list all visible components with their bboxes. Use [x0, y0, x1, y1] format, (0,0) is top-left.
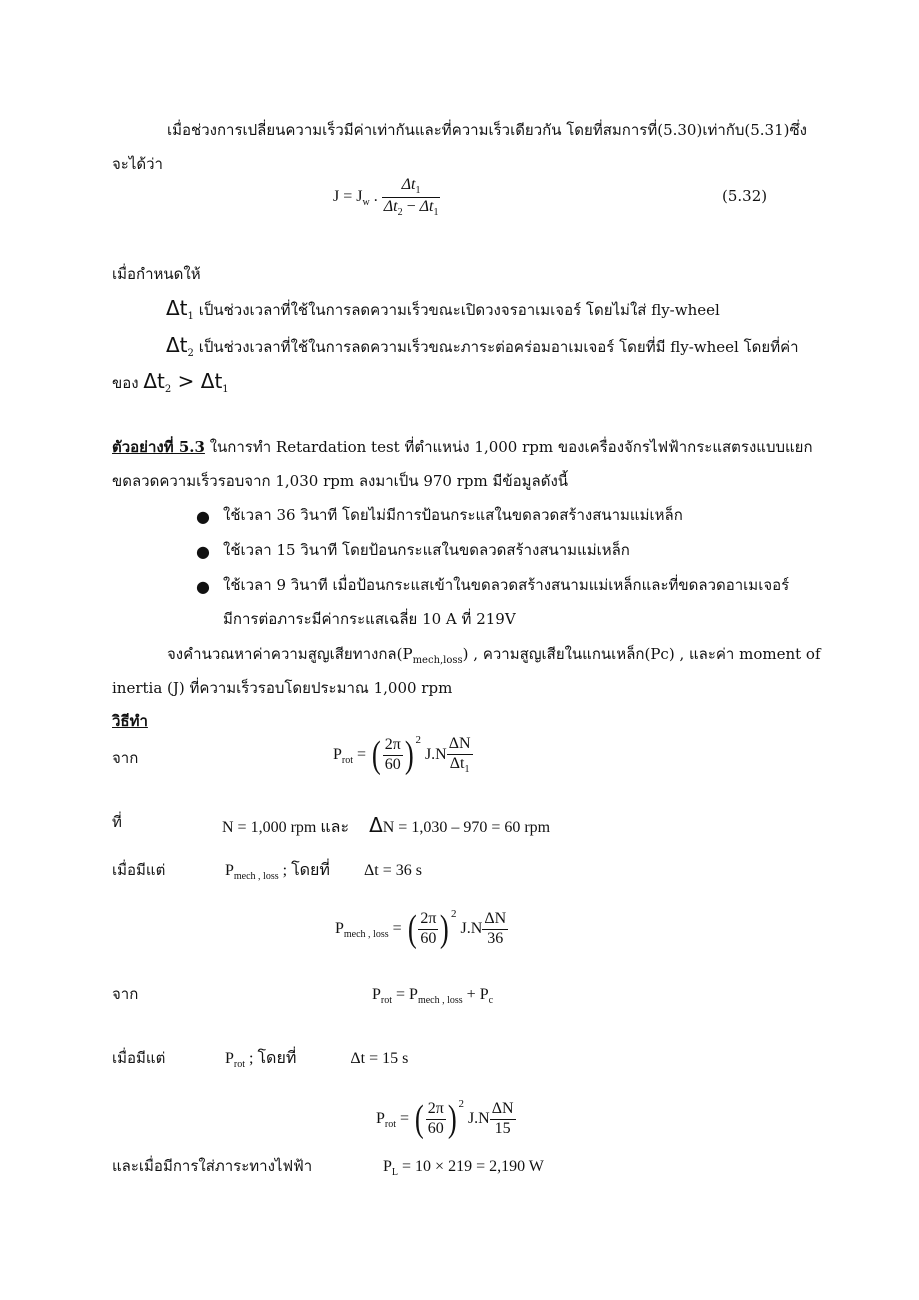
- bullet-item-3-cont: มีการต่อภาระมีค่ากระแสเฉลี่ย 10 A ที่ 219V: [223, 610, 516, 628]
- from-label-1: จาก: [112, 749, 139, 767]
- example-line-2: ขดลวดความเร็วรอบจาก 1,030 rpm ลงมาเป็น 970 rpm มีข้อมูลดังนี้: [112, 472, 569, 490]
- bullet-dot: ●: [196, 507, 210, 526]
- example-title: ตัวอย่างที่ 5.3: [112, 438, 205, 456]
- formula-prot-sum: $P_{rot} = P_{mech , loss} + P_c$: [372, 986, 494, 1007]
- solution-heading: วิธีทำ: [112, 712, 148, 730]
- where-values: N = 1,000 rpm และ ΔN = 1,030 – 970 = 60 rpm: [222, 813, 551, 837]
- definition-2: $\Delta t_2$ เป็นช่วงเวลาที่ใช้ในการลดความเร็วขณะภาระต่อคร่อมอาเมเจอร์ โดยที่มี fly-wheel โดยที่ค่า: [166, 333, 799, 359]
- example-line-1: ตัวอย่างที่ 5.3 ในการทำ Retardation test ที่ตำแหน่ง 1,000 rpm ของเครื่องจักรไฟฟ้ากระแสตรงแบบแยก: [112, 438, 813, 456]
- equation-5-32: $J = J_w$ . $\frac{\Delta t_1}{\Delta t_2 - \Delta t_1}$: [333, 176, 439, 218]
- bullet-item-1: ใช้เวลา 36 วินาที โดยไม่มีการป้อนกระแสในขดลวดสร้างสนามแม่เหล็ก: [223, 506, 683, 524]
- bullet-dot: ●: [196, 577, 210, 596]
- intro-line-1: เมื่อช่วงการเปลี่ยนความเร็วมีค่าเท่ากันและที่ความเร็วเดียวกัน โดยที่สมการที่(5.30)เท่ากับ(5.31)ซึ่ง: [167, 121, 807, 139]
- bullet-dot: ●: [196, 542, 210, 561]
- task-line-2: inertia (J) ที่ความเร็วรอบโดยประมาณ 1,000 rpm: [112, 679, 453, 697]
- from-label-2: จาก: [112, 985, 139, 1003]
- bullet-item-2: ใช้เวลา 15 วินาที โดยป้อนกระแสในขดลวดสร้างสนามแม่เหล็ก: [223, 541, 630, 559]
- where-label: ที่: [112, 813, 122, 831]
- load-equation: $P_L = 10 \times 219 = 2,190$ W: [383, 1158, 544, 1179]
- formula-prot-general: $P_{rot}$ = ( $\frac{2\pi}{60}$ ) $^2$ J.N $\frac{\Delta N}{\Delta t_1}$: [333, 734, 471, 777]
- definition-1: $\Delta t_1$ เป็นช่วงเวลาที่ใช้ในการลดความเร็วขณะเปิดวงจรอาเมเจอร์ โดยไม่ใส่ fly-wheel: [166, 296, 720, 322]
- formula-pmech: $P_{mech , loss}$ = ( $\frac{2\pi}{60}$ ) $^2$ J.N $\frac{\Delta N}{36}$: [335, 908, 507, 951]
- only-condition-2: $P_{rot}$ ; โดยที่ Δt = 15 s: [225, 1050, 409, 1071]
- definition-3: ของ $\Delta t_2 > \Delta t_1$: [112, 369, 229, 395]
- formula-prot-15: $P_{rot}$ = ( $\frac{2\pi}{60}$ ) $^2$ J.N $\frac{\Delta N}{15}$: [376, 1098, 514, 1141]
- only-label-1: เมื่อมีแต่: [112, 861, 166, 879]
- task-line-1: จงคำนวณหาค่าความสูญเสียทางกล$(P_{mech,loss})$ , ความสูญเสียในแกนเหล็ก(Pc) , และค่า moment of: [167, 645, 821, 666]
- equation-number: (5.32): [722, 187, 768, 205]
- intro-line-2: จะได้ว่า: [112, 155, 163, 173]
- load-label: และเมื่อมีการใส่ภาระทางไฟฟ้า: [112, 1157, 313, 1175]
- only-condition-1: $P_{mech , loss}$ ; โดยที่ Δt = 36 s: [225, 862, 422, 883]
- equation-5-32-fraction: $\frac{\Delta t_1}{\Delta t_2 - \Delta t_1}$: [383, 176, 439, 218]
- define-label: เมื่อกำหนดให้: [112, 265, 201, 283]
- only-label-2: เมื่อมีแต่: [112, 1049, 166, 1067]
- bullet-item-3: ใช้เวลา 9 วินาที เมื่อป้อนกระแสเข้าในขดลวดสร้างสนามแม่เหล็กและที่ขดลวดอาเมเจอร์: [223, 576, 790, 594]
